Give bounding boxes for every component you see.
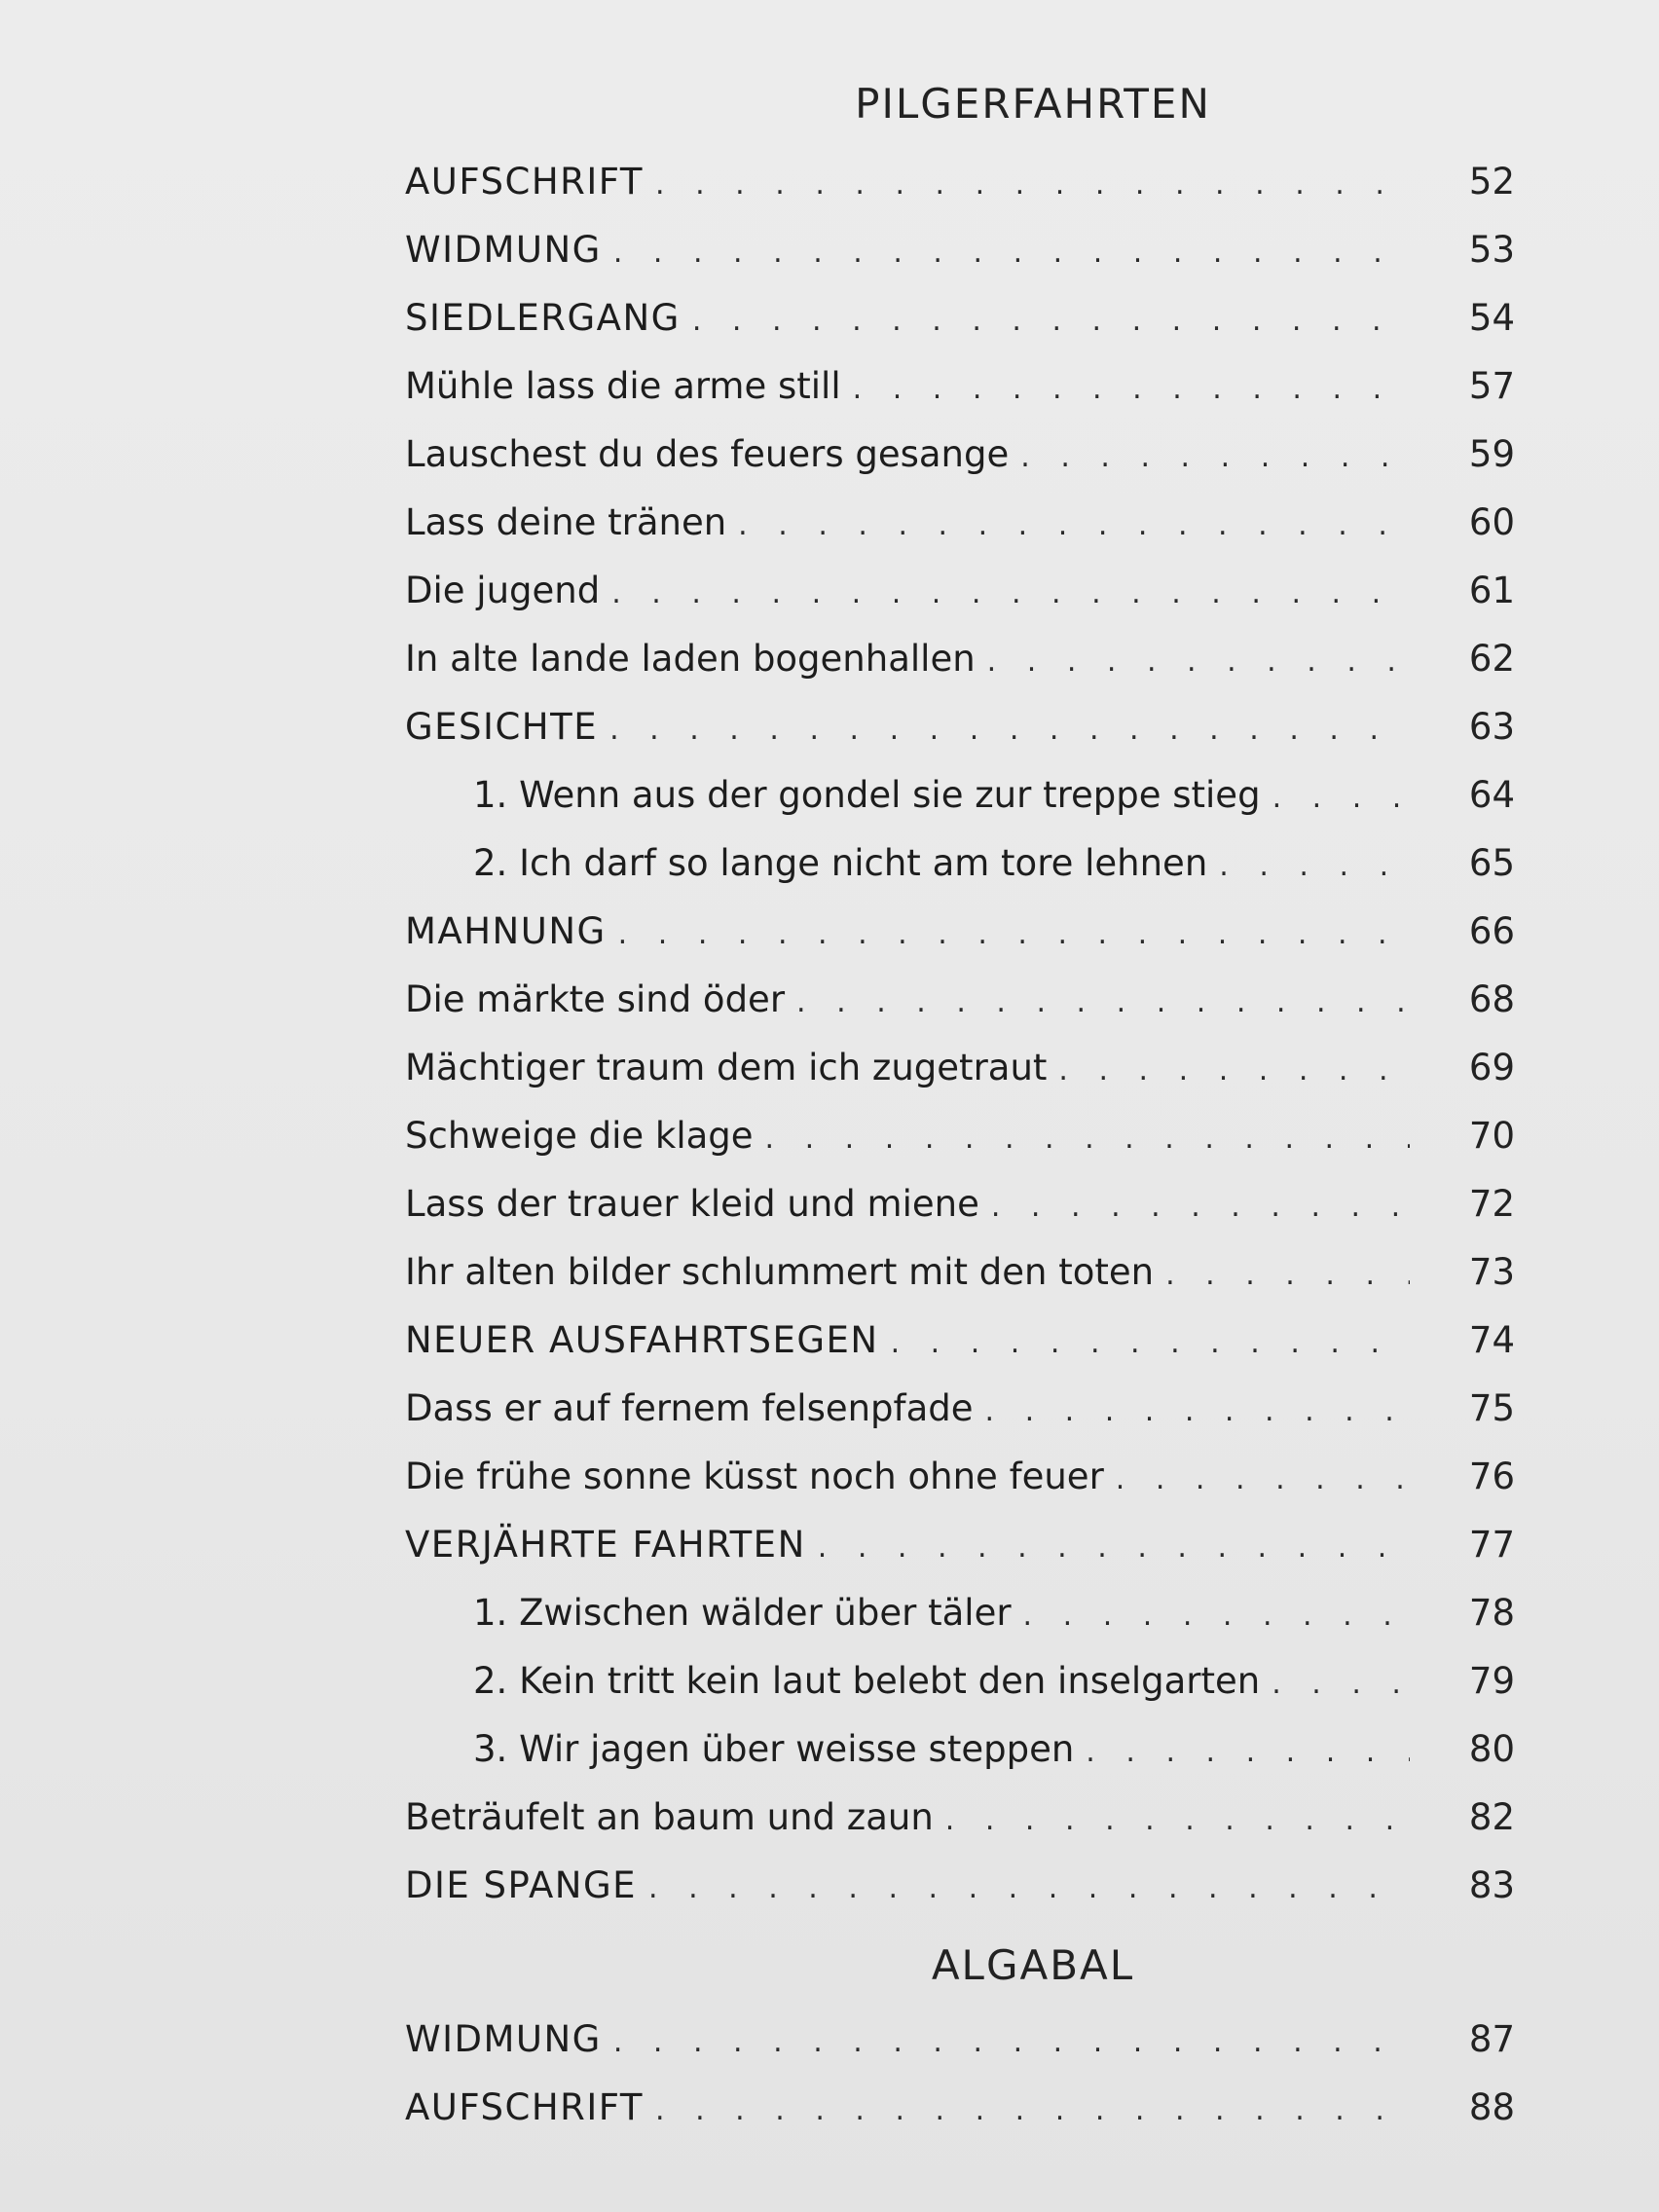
- toc-page-number: 72: [1468, 1183, 1515, 1225]
- dot-leader: [765, 1105, 1410, 1173]
- toc-page-number: 54: [1468, 297, 1515, 339]
- dot-leader: [655, 2077, 1410, 2145]
- dot-leader: [1165, 1241, 1410, 1309]
- toc-entry: [405, 1647, 1515, 1715]
- dot-leader: [1272, 1650, 1410, 1718]
- toc-page-number: 52: [1468, 161, 1515, 203]
- dot-leader: [1219, 832, 1410, 901]
- dot-leader: [945, 1787, 1410, 1855]
- toc-entry-title: 3. Wir jagen über weisse steppen: [473, 1728, 1075, 1770]
- dot-leader: [648, 1855, 1410, 1923]
- toc-entry-title: Die frühe sonne küsst noch ohne feuer: [405, 1456, 1104, 1497]
- toc-entry: [405, 2074, 1515, 2142]
- toc-entry: [405, 1238, 1515, 1307]
- toc-entry-title: GESICHTE: [405, 706, 599, 748]
- toc-entry: [405, 830, 1515, 898]
- toc-entry: [405, 761, 1515, 830]
- toc-entry: [405, 1784, 1515, 1852]
- toc-entry: [405, 898, 1515, 966]
- toc-entry: [405, 352, 1515, 421]
- toc-page-number: 83: [1468, 1864, 1515, 1906]
- toc-page-number: 82: [1468, 1796, 1515, 1838]
- toc-entry-title: Lass deine tränen: [405, 501, 727, 543]
- dot-leader: [609, 696, 1410, 764]
- toc-entry: [405, 1102, 1515, 1170]
- toc-page-number: 78: [1468, 1592, 1515, 1634]
- toc-entry-title: AUFSCHRIFT: [405, 2086, 645, 2128]
- toc-entry-title: SIEDLERGANG: [405, 297, 681, 339]
- toc-entry-title: Dass er auf fernem felsenpfade: [405, 1387, 974, 1429]
- toc-entry: [405, 693, 1515, 761]
- toc-entry: [405, 625, 1515, 693]
- toc-page-number: 64: [1468, 774, 1515, 816]
- toc-page-number: 77: [1468, 1524, 1515, 1566]
- toc-page-number: 60: [1468, 501, 1515, 543]
- toc-page-number: 69: [1468, 1047, 1515, 1088]
- toc-page-number: 76: [1468, 1456, 1515, 1497]
- toc-entry: [405, 1852, 1515, 1920]
- toc-page-number: 88: [1468, 2086, 1515, 2128]
- toc-entry-title: WIDMUNG: [405, 2018, 602, 2060]
- toc-entry: [405, 1511, 1515, 1579]
- dot-leader: [618, 901, 1410, 969]
- dot-leader: [1058, 1037, 1410, 1105]
- toc-entry: [405, 1579, 1515, 1647]
- dot-leader: [613, 2009, 1410, 2077]
- toc-entry-title: Schweige die klage: [405, 1115, 754, 1157]
- toc-entry-title: Lass der trauer kleid und miene: [405, 1183, 979, 1225]
- toc-page-number: 87: [1468, 2018, 1515, 2060]
- dot-leader: [1116, 1446, 1410, 1514]
- toc-entry-title: Mühle lass die arme still: [405, 365, 841, 407]
- toc-page-number: 57: [1468, 365, 1515, 407]
- toc-page-number: 68: [1468, 978, 1515, 1020]
- toc-entry: [405, 1375, 1515, 1443]
- toc-entry: [405, 216, 1515, 284]
- toc-entry-title: DIE SPANGE: [405, 1864, 638, 1906]
- toc-entry: [405, 148, 1515, 216]
- toc-entry-title: Lauschest du des feuers gesange: [405, 433, 1010, 475]
- toc-entry-title: 1. Wenn aus der gondel sie zur treppe stieg: [473, 774, 1261, 816]
- toc-page-number: 74: [1468, 1319, 1515, 1361]
- toc-entry: [405, 489, 1515, 557]
- toc-entry-title: NEUER AUSFAHRTSEGEN: [405, 1319, 879, 1361]
- toc-page-number: 62: [1468, 638, 1515, 680]
- dot-leader: [1086, 1718, 1410, 1787]
- toc-entry-title: 1. Zwischen wälder über täler: [473, 1592, 1012, 1634]
- toc-page-number: 75: [1468, 1387, 1515, 1429]
- toc-page-number: 70: [1468, 1115, 1515, 1157]
- toc-entry: [405, 2006, 1515, 2074]
- toc-page-number: 80: [1468, 1728, 1515, 1770]
- toc-entry-title: 2. Kein tritt kein laut belebt den inselgarten: [473, 1660, 1261, 1702]
- dot-leader: [1023, 1582, 1410, 1650]
- toc-entry-title: Beträufelt an baum und zaun: [405, 1796, 934, 1838]
- toc-page-number: 73: [1468, 1251, 1515, 1293]
- toc-entry: [405, 1307, 1515, 1375]
- toc-entry: [405, 1443, 1515, 1511]
- dot-leader: [796, 969, 1410, 1037]
- dot-leader: [891, 1309, 1410, 1378]
- toc-entry: [405, 1170, 1515, 1238]
- dot-leader: [818, 1514, 1410, 1582]
- dot-leader: [655, 151, 1410, 219]
- toc-page-number: 65: [1468, 842, 1515, 884]
- toc-entry-title: 2. Ich darf so lange nicht am tore lehnen: [473, 842, 1208, 884]
- toc-entry-title: MAHNUNG: [405, 910, 607, 952]
- section-title: PILGERFAHRTEN: [855, 80, 1211, 128]
- dot-leader: [738, 492, 1410, 560]
- toc-entry-title: Die jugend: [405, 570, 601, 611]
- toc-page-number: 79: [1468, 1660, 1515, 1702]
- toc-entry-title: Mächtiger traum dem ich zugetraut: [405, 1047, 1048, 1088]
- toc-entry: [405, 421, 1515, 489]
- toc-entry-title: VERJÄHRTE FAHRTEN: [405, 1524, 806, 1566]
- toc-entry: [405, 1715, 1515, 1784]
- table-of-contents: [405, 60, 1515, 2142]
- toc-page-number: 61: [1468, 570, 1515, 611]
- toc-entry-title: Ihr alten bilder schlummert mit den toten: [405, 1251, 1155, 1293]
- toc-entry-title: AUFSCHRIFT: [405, 161, 645, 203]
- toc-page-number: 63: [1468, 706, 1515, 748]
- dot-leader: [987, 628, 1410, 696]
- toc-entry: [405, 1034, 1515, 1102]
- dot-leader: [1020, 424, 1410, 492]
- dot-leader: [692, 287, 1410, 355]
- dot-leader: [611, 560, 1410, 628]
- dot-leader: [613, 219, 1410, 287]
- dot-leader: [853, 355, 1410, 424]
- section-title: ALGABAL: [931, 1941, 1135, 1989]
- toc-entry-title: Die märkte sind öder: [405, 978, 786, 1020]
- toc-entry-title: In alte lande laden bogenhallen: [405, 638, 976, 680]
- toc-entry: [405, 284, 1515, 352]
- toc-page-number: 59: [1468, 433, 1515, 475]
- dot-leader: [1272, 764, 1410, 832]
- toc-entry-title: WIDMUNG: [405, 229, 602, 271]
- toc-entry: [405, 557, 1515, 625]
- dot-leader: [991, 1173, 1410, 1241]
- toc-entry: [405, 966, 1515, 1034]
- dot-leader: [985, 1378, 1411, 1446]
- toc-page-number: 53: [1468, 229, 1515, 271]
- toc-page-number: 66: [1468, 910, 1515, 952]
